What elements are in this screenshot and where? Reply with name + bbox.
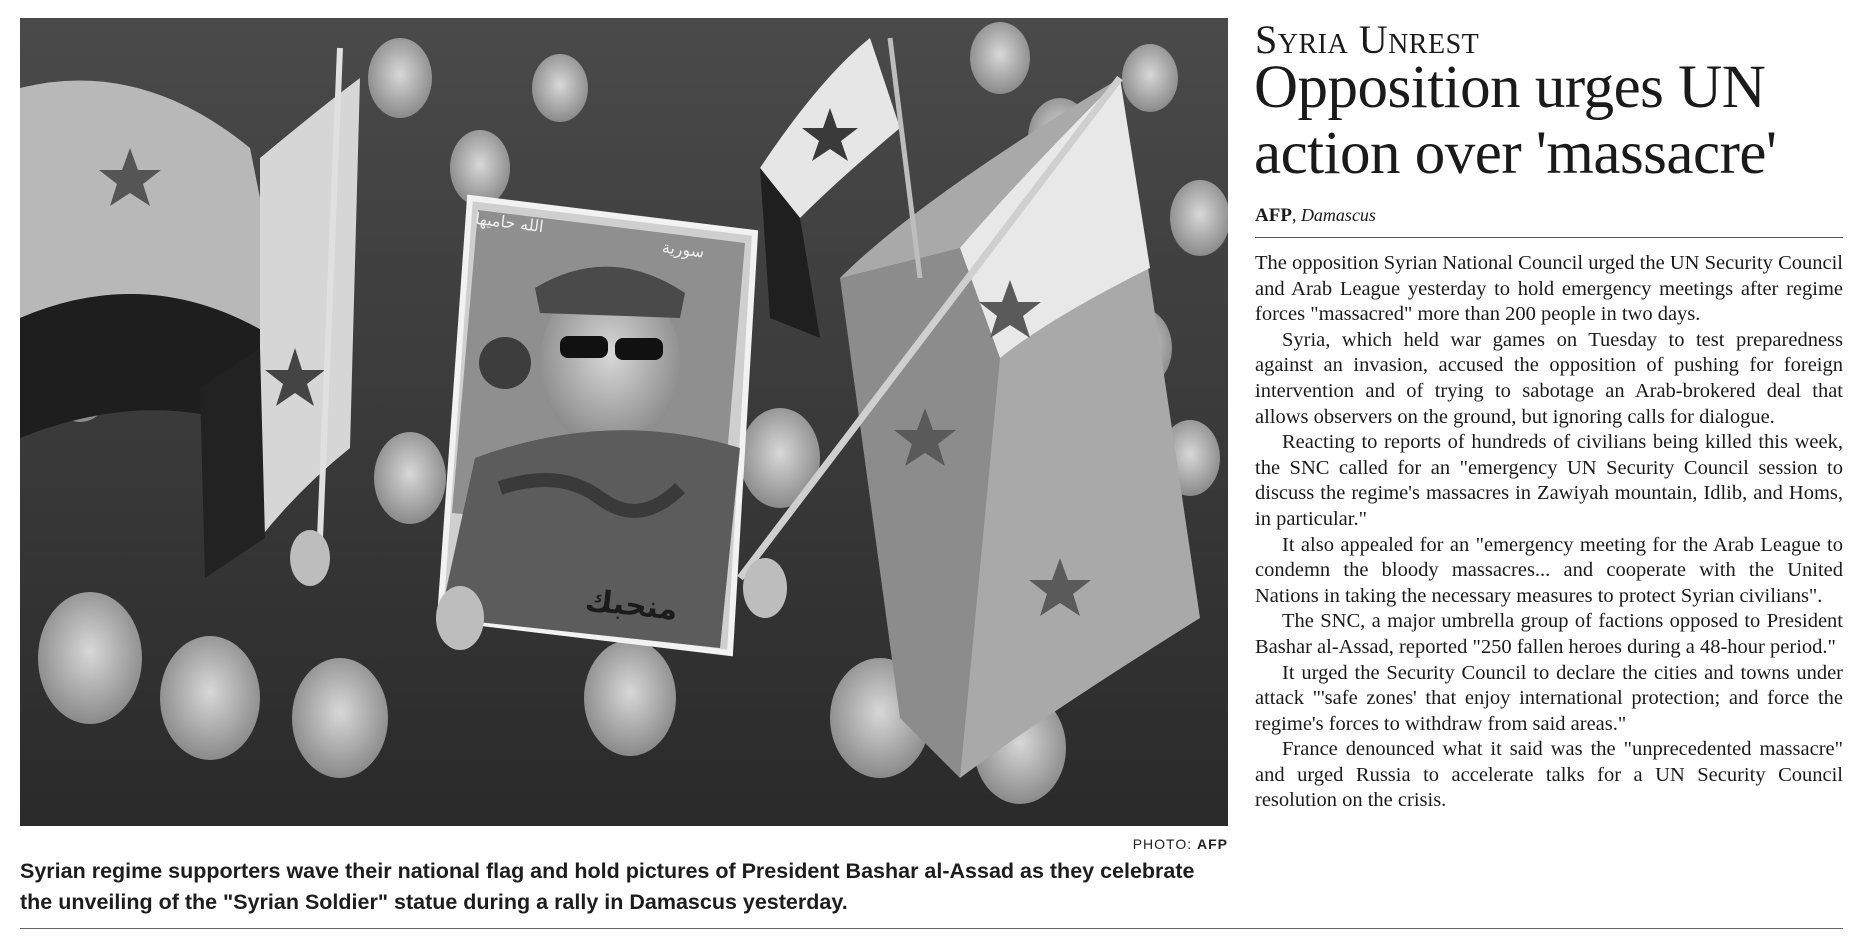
article-headline: Opposition urges UN action over 'massacre' [1254,54,1777,187]
article-paragraph: France denounced what it said was the "unprecedented massacre" and urged Russia to accelerate talks for a UN Security Council resolution on the crisis. [1255,738,1843,812]
byline-agency: AFP [1255,205,1292,226]
byline: AFP, Damascus [1255,205,1376,226]
article-paragraph: It urged the Security Council to declare the cities and towns under attack "'safe zones' that enjoy international protection; and force the regime's forces to withdraw from said areas." [1255,661,1843,735]
article-paragraph: The opposition Syrian National Council urged the UN Security Council and Arab League yesterday to hold emergency meetings after regime forces "massacred" more than 200 people in two days. [1255,252,1843,326]
article-paragraph: Reacting to reports of hundreds of civilians being killed this week, the SNC called for an "emergency UN Security Council session to discuss the regime's massacres in Zawiyah mountain, Idlib, and Homs, in particular." [1255,431,1843,530]
byline-place: Damascus [1300,205,1376,225]
photo-credit-source: AFP [1197,836,1228,852]
page-bottom-rule [20,928,1843,929]
byline-rule [1255,237,1843,238]
poster-text-top-left: الله حاميها [474,208,545,237]
poster-text-top-right: سورية [661,237,706,262]
poster-text-bottom: منحبك [583,583,680,628]
photo-caption: Syrian regime supporters wave their national flag and hold pictures of President Bashar al-Assad as they celebrate the unveiling of the "Syrian Soldier" statue during a rally in Damascus yesterday. [20,859,1195,914]
news-photo [20,18,1228,826]
article-body [1255,251,1843,814]
article-paragraph: Syria, which held war games on Tuesday to test preparedness against an invasion, accused the opposition of pushing for foreign intervention and of trying to sabotage an Arab-brokered deal that allows observers on the ground, but ignoring calls for dialogue. [1255,328,1843,428]
photo-credit [1133,836,1228,852]
article-paragraph: The SNC, a major umbrella group of factions opposed to President Bashar al-Assad, reported "250 fallen heroes during a 48-hour period." [1255,610,1843,658]
section-kicker: Syria Unrest [1255,17,1480,62]
photo-credit-label: PHOTO: [1132,836,1193,852]
rally-photo-image [20,18,1228,826]
article-paragraph: It also appealed for an "emergency meeting for the Arab League to condemn the bloody massacres... and cooperate with the United Nations in taking the necessary measures to protect Syrian civilians". [1255,533,1843,607]
